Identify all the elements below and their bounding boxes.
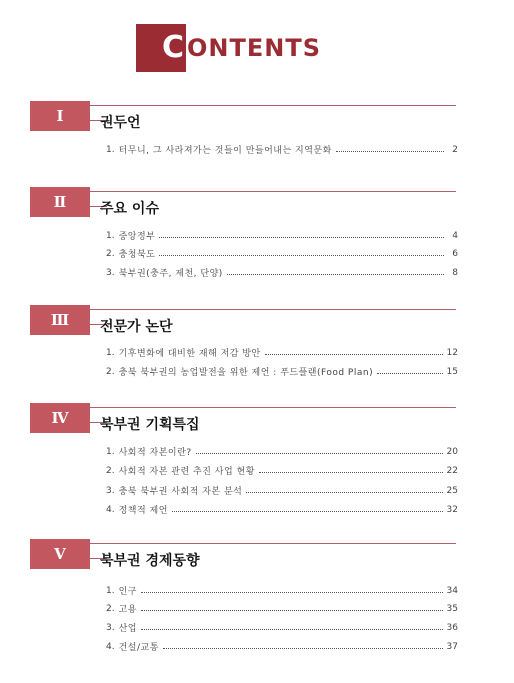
toc-entry[interactable]	[106, 601, 458, 616]
section-title: 전문가 논단	[100, 319, 173, 335]
entry-page-number: 22	[446, 465, 458, 476]
section-rule	[90, 543, 456, 544]
entry-page-number: 35	[446, 603, 458, 614]
toc-entry[interactable]	[106, 483, 458, 498]
section-numeral-box: Ⅳ	[30, 403, 90, 433]
section-rule	[90, 309, 456, 310]
toc-entry[interactable]	[106, 246, 458, 261]
toc-entry[interactable]	[106, 228, 458, 243]
entry-text: 충북 북부권의 농업발전을 위한 제언 : 푸드플랜(Food Plan)	[118, 368, 374, 378]
entry-page-number: 15	[446, 366, 458, 377]
entry-text: 북부권(충주, 제천, 단양)	[118, 269, 223, 279]
toc-entry[interactable]	[106, 620, 458, 635]
dot-leader	[265, 354, 443, 355]
dot-leader	[159, 237, 444, 238]
entry-number: 2.	[106, 465, 115, 476]
entry-number: 1.	[106, 347, 115, 358]
entry-text: 인구	[118, 587, 137, 597]
entry-text: 기후변화에 대비한 재해 저감 방안	[118, 349, 261, 359]
dot-leader	[227, 274, 444, 275]
entry-text: 산업	[118, 624, 137, 634]
entry-text: 고용	[118, 605, 137, 615]
entry-number: 2.	[106, 248, 115, 259]
section-title: 북부권 경제동향	[100, 553, 200, 569]
entry-page-number: 32	[446, 504, 458, 515]
title-box	[136, 24, 186, 72]
section-numeral-box: Ⅴ	[30, 539, 90, 569]
dot-leader	[259, 472, 443, 473]
dot-leader	[336, 151, 444, 152]
entry-number: 2.	[106, 603, 115, 614]
title-first-letter: C	[161, 30, 184, 65]
dot-leader	[141, 629, 443, 630]
entry-number: 3.	[106, 622, 115, 633]
title-rest: ONTENTS	[187, 34, 321, 62]
dot-leader	[141, 610, 443, 611]
section-numeral-box: Ⅰ	[30, 101, 90, 131]
dot-leader	[377, 373, 442, 374]
dot-leader	[196, 453, 443, 454]
entry-page-number: 12	[446, 347, 458, 358]
entry-number: 4.	[106, 641, 115, 652]
toc-entry[interactable]	[106, 639, 458, 654]
entry-page-number: 20	[446, 446, 458, 457]
entry-page-number: 25	[446, 485, 458, 496]
dot-leader	[159, 255, 444, 256]
section-numeral-box: Ⅱ	[30, 187, 90, 217]
entry-number: 3.	[106, 267, 115, 278]
entry-text: 사회적 자본이란?	[118, 448, 192, 458]
entry-text: 터무니, 그 사라져가는 것들이 만들어내는 지역문화	[118, 146, 332, 156]
toc-entry[interactable]	[106, 583, 458, 598]
entry-text: 건설/교통	[118, 643, 159, 653]
contents-title	[136, 24, 321, 72]
dot-leader	[172, 511, 443, 512]
section-numeral-box: Ⅲ	[30, 305, 90, 335]
entry-text: 중앙정부	[118, 232, 156, 242]
toc-entry[interactable]	[106, 502, 458, 517]
dot-leader	[141, 592, 443, 593]
entry-number: 1.	[106, 230, 115, 241]
section-title: 북부권 기획특집	[100, 417, 200, 433]
entry-page-number: 34	[446, 585, 458, 596]
entry-page-number: 37	[446, 641, 458, 652]
toc-entry[interactable]	[106, 345, 458, 360]
entry-text: 충북 북부권 사회적 자본 분석	[118, 487, 243, 497]
entry-page-number: 2	[452, 144, 458, 155]
entry-number: 2.	[106, 366, 115, 377]
entry-page-number: 4	[452, 230, 458, 241]
toc-entry[interactable]	[106, 364, 458, 379]
section-rule	[90, 191, 456, 192]
dot-leader	[246, 492, 442, 493]
entry-number: 1.	[106, 446, 115, 457]
entry-page-number: 8	[452, 267, 458, 278]
toc-entry[interactable]	[106, 463, 458, 478]
entry-number: 1.	[106, 585, 115, 596]
entry-page-number: 36	[446, 622, 458, 633]
section-title: 권두언	[100, 115, 141, 131]
entry-text: 정책적 제언	[118, 506, 168, 516]
section-rule	[90, 407, 456, 408]
entry-number: 4.	[106, 504, 115, 515]
section-rule	[90, 105, 456, 106]
toc-entry[interactable]	[106, 444, 458, 459]
entry-number: 1.	[106, 144, 115, 155]
toc-entry[interactable]	[106, 142, 458, 157]
entry-page-number: 6	[452, 248, 458, 259]
entry-text: 사회적 자본 관련 추진 사업 현황	[118, 467, 255, 477]
section-title: 주요 이슈	[100, 201, 159, 217]
toc-entry[interactable]	[106, 265, 458, 280]
dot-leader	[163, 648, 443, 649]
entry-text: 충청북도	[118, 250, 156, 260]
entry-number: 3.	[106, 485, 115, 496]
